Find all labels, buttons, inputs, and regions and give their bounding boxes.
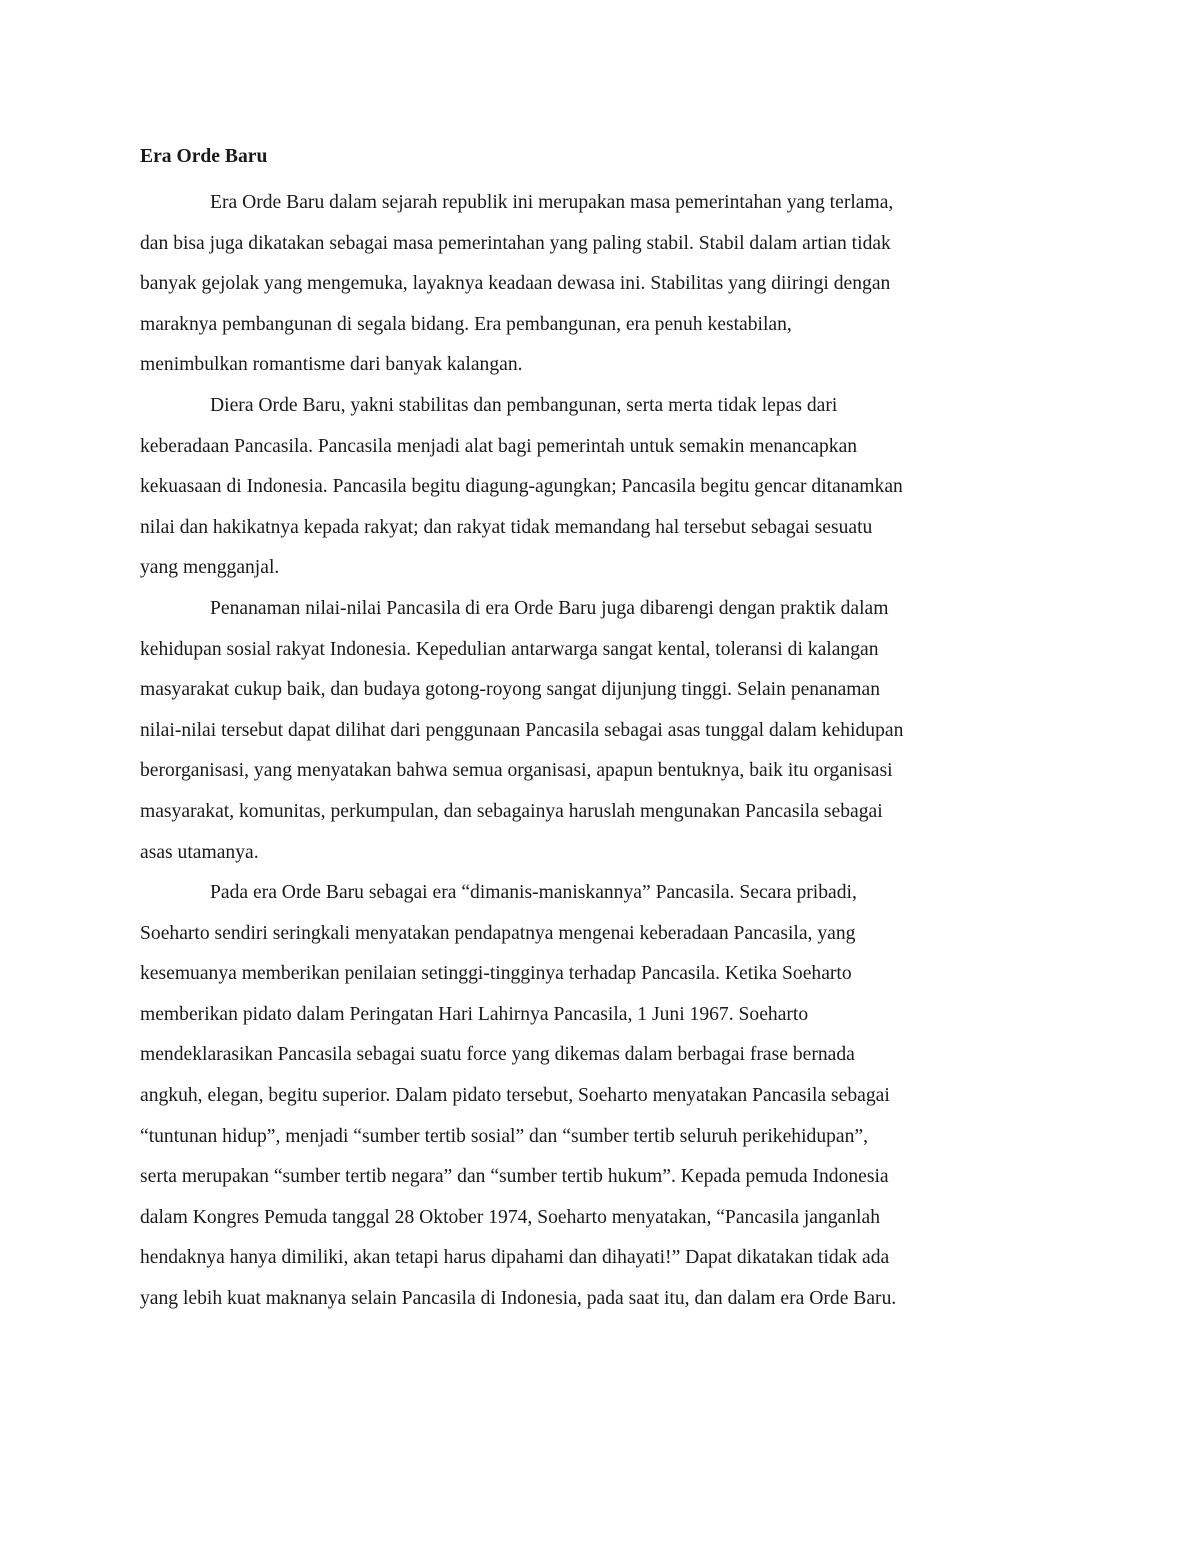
document-body — [140, 143, 1070, 1320]
paragraph-line: maraknya pembangunan di segala bidang. Era pembangunan, era penuh kestabilan, — [140, 313, 792, 335]
paragraph-line: dan bisa juga dikatakan sebagai masa pemerintahan yang paling stabil. Stabil dalam artian tidak — [140, 232, 891, 254]
paragraph-line: angkuh, elegan, begitu superior. Dalam pidato tersebut, Soeharto menyatakan Pancasila sebagai — [140, 1085, 890, 1107]
paragraph-line: Era Orde Baru dalam sejarah republik ini merupakan masa pemerintahan yang terlama, — [210, 192, 894, 213]
paragraph-line: menimbulkan romantisme dari banyak kalangan. — [140, 354, 523, 376]
paragraph-line: nilai dan hakikatnya kepada rakyat; dan rakyat tidak memandang hal tersebut sebagai sesuatu — [140, 516, 873, 538]
paragraph-line: nilai-nilai tersebut dapat dilihat dari penggunaan Pancasila sebagai asas tunggal dalam kehidupan — [140, 719, 904, 741]
paragraph-line: yang mengganjal. — [140, 557, 280, 579]
paragraph-line: dalam Kongres Pemuda tanggal 28 Oktober 1974, Soeharto menyatakan, “Pancasila janganlah — [140, 1206, 880, 1228]
title-spacer — [140, 171, 1070, 183]
paragraph-line: kehidupan sosial rakyat Indonesia. Kepedulian antarwarga sangat kental, toleransi di kalangan — [140, 638, 879, 660]
paragraph-line: Pada era Orde Baru sebagai era “dimanis-maniskannya” Pancasila. Secara pribadi, — [210, 882, 857, 904]
paragraph — [140, 589, 1070, 873]
paragraph-line: Penanaman nilai-nilai Pancasila di era Orde Baru juga dibarengi dengan praktik dalam — [210, 597, 889, 619]
paragraph-line: mendeklarasikan Pancasila sebagai suatu force yang dikemas dalam berbagai frase bernada — [140, 1044, 855, 1066]
paragraph-line: kekuasaan di Indonesia. Pancasila begitu diagung-agungkan; Pancasila begitu gencar ditanamkan — [140, 476, 903, 498]
paragraph-line: banyak gejolak yang mengemuka, layaknya keadaan dewasa ini. Stabilitas yang diiringi dengan — [140, 273, 891, 295]
paragraph-line: Soeharto sendiri seringkali menyatakan pendapatnya mengenai keberadaan Pancasila, yang — [140, 922, 856, 944]
paragraph-line: masyarakat cukup baik, dan budaya gotong-royong sangat dijunjung tinggi. Selain penanaman — [140, 679, 881, 701]
paragraph-line: “tuntunan hidup”, menjadi “sumber tertib sosial” dan “sumber tertib seluruh perikehidupan”, — [140, 1125, 869, 1147]
paragraph-line: Diera Orde Baru, yakni stabilitas dan pembangunan, serta merta tidak lepas dari — [210, 394, 838, 416]
paragraph-line: hendaknya hanya dimiliki, akan tetapi harus dipahami dan dihayati!” Dapat dikatakan tidak ada — [140, 1247, 890, 1269]
paragraph-line: asas utamanya. — [140, 841, 259, 863]
paragraph-line: masyarakat, komunitas, perkumpulan, dan sebagainya haruslah mengunakan Pancasila sebagai — [140, 800, 883, 822]
paragraph-line: keberadaan Pancasila. Pancasila menjadi alat bagi pemerintah untuk semakin menancapkan — [140, 435, 858, 457]
paragraph-line: yang lebih kuat maknanya selain Pancasila di Indonesia, pada saat itu, dan dalam era Orde Baru. — [140, 1288, 897, 1310]
paragraph-list — [140, 183, 1070, 1320]
paragraph — [140, 183, 1070, 386]
document-title: Era Orde Baru — [140, 146, 268, 167]
paragraph — [140, 386, 1070, 589]
paragraph-line: serta merupakan “sumber tertib negara” dan “sumber tertib hukum”. Kepada pemuda Indonesia — [140, 1166, 889, 1188]
paragraph-line: berorganisasi, yang menyatakan bahwa semua organisasi, apapun bentuknya, baik itu organisasi — [140, 760, 893, 782]
paragraph-line: kesemuanya memberikan penilaian setinggi-tingginya terhadap Pancasila. Ketika Soeharto — [140, 963, 852, 985]
paragraph-line: memberikan pidato dalam Peringatan Hari Lahirnya Pancasila, 1 Juni 1967. Soeharto — [140, 1003, 809, 1025]
paragraph — [140, 873, 1070, 1320]
